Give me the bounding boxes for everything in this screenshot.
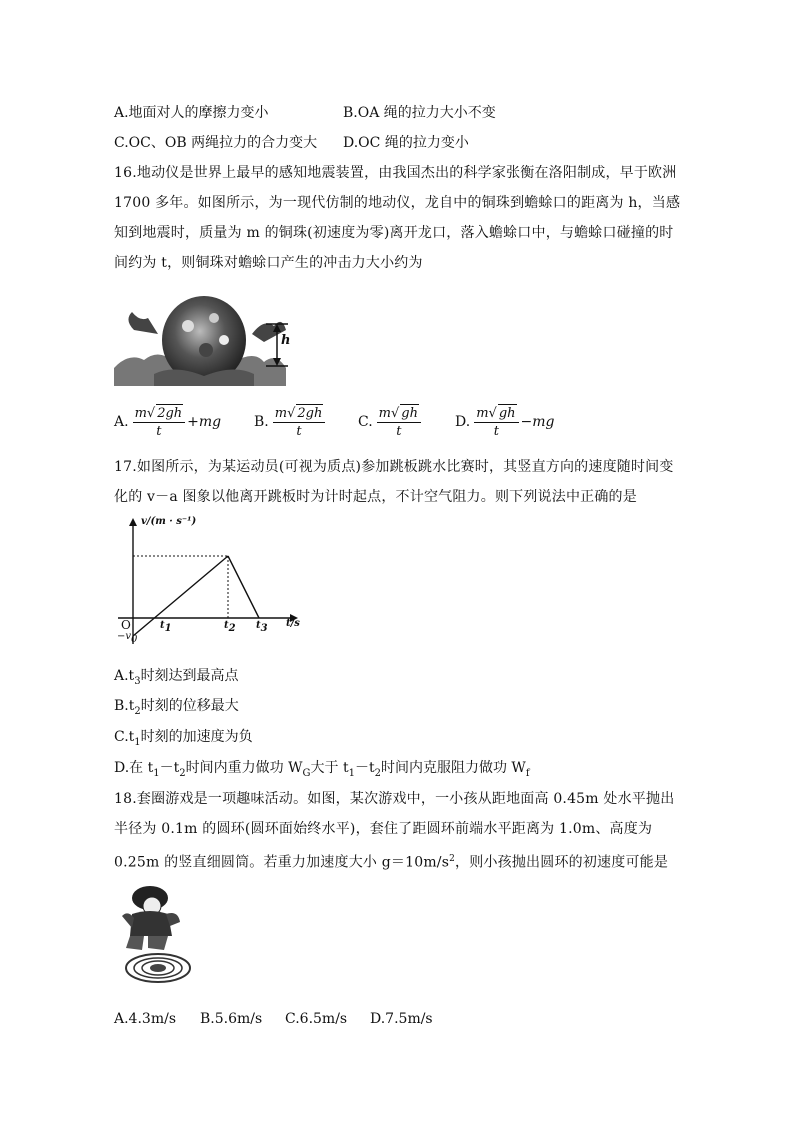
q17-a-pre: A.t — [114, 668, 135, 684]
q16-option-a: A. $\frac{m√ 2gh}{t}$ +mg — [114, 406, 222, 439]
q17-d-s6: f — [525, 767, 530, 779]
q16-c-den: t — [396, 424, 402, 439]
q16-option-d: D. $\frac{m√ gh}{t}$ −mg — [455, 406, 555, 439]
t1-sub: 1 — [164, 623, 172, 634]
q16-option-b: B. $\frac{m√ 2gh}{t}$ — [254, 404, 327, 440]
velocity-line-rising — [133, 556, 228, 636]
height-label-h: h — [281, 333, 291, 348]
q16-a-suffix: +mg — [187, 414, 222, 430]
q17-option-c — [114, 728, 253, 752]
t2-tick-label — [224, 620, 236, 634]
v-axis-label: v/(m · s⁻¹) — [141, 516, 197, 527]
q16-b-radicand: 2gh — [297, 406, 323, 421]
q17-d-m4: －t — [354, 760, 375, 776]
t3-sub: 3 — [260, 623, 268, 634]
q18-option-a: A.4.3m/s — [114, 1011, 177, 1027]
q17-option-a — [114, 667, 239, 691]
t-axis-label: t/s — [286, 618, 300, 629]
q16-a-radicand: 2gh — [157, 406, 183, 421]
origin-label: O — [121, 618, 131, 632]
q16-d-den: t — [493, 424, 499, 439]
q16-b-den: t — [296, 424, 302, 439]
q17-c-pre: C.t — [114, 729, 135, 745]
q18-stem — [114, 784, 684, 878]
vt-graph-svg — [114, 516, 314, 646]
q16-d-suffix: −mg — [520, 414, 555, 430]
t3-text: t — [256, 620, 261, 631]
q17-b-post: 时刻的位移最大 — [140, 698, 239, 714]
q16-d-radicand: gh — [498, 406, 516, 421]
q17-stem: 17.如图所示，为某运动员(可视为质点)参加跳板跳水比赛时，其竖直方向的速度随时间变化的 v－a 图象以他离开跳板时为计时起点，不计空气阻力。则下列说法中正确的是 — [114, 459, 674, 505]
q16-option-a-label: A. — [114, 414, 129, 430]
q17-d-pre: D.在 t — [114, 760, 154, 776]
q16-c-num-m: m — [378, 406, 391, 421]
ring-toss-image — [114, 884, 194, 990]
q18-stem-part1: 18.套圈游戏是一项趣味活动。如图，某次游戏中，一小孩从距地面高 0.45m 处水平抛出半径为 0.1m 的圆环(圆环面始终水平)，套住了距圆环前端水平距离为 1.0m、高度为 0.25m 的竖直细圆筒。若重力加速度大小 g＝10m/s — [114, 791, 675, 871]
q16-option-c-label: C. — [358, 414, 373, 430]
q17-option-b — [114, 697, 239, 721]
q17-d-m2: 时间内重力做功 W — [185, 760, 303, 776]
neg-v0-label — [117, 631, 137, 645]
q18-stem-part2: ，则小孩抛出圆环的初速度可能是 — [455, 854, 669, 871]
neg-v0-text: −v — [117, 631, 132, 642]
q17-c-sub: 1 — [134, 736, 141, 748]
q16-option-c: C. $\frac{m√ gh}{t}$ — [358, 404, 423, 440]
q16-option-d-label: D. — [455, 414, 471, 430]
q17-a-post: 时刻达到最高点 — [140, 668, 239, 684]
q16-c-radicand: gh — [401, 406, 418, 421]
q16-b-num-m: m — [274, 406, 288, 421]
q16-d-num-m: m — [476, 406, 489, 421]
t2-text: t — [224, 620, 229, 631]
q16-a-den: t — [156, 424, 162, 439]
t3-tick-label — [256, 620, 268, 634]
q15-option-d: D.OC 绳的拉力变小 — [343, 135, 469, 151]
q17-d-s5: 2 — [374, 767, 381, 779]
t2-sub: 2 — [228, 623, 236, 634]
neg-v0-sub: 0 — [131, 634, 138, 645]
q17-d-m5: 时间内克服阻力做功 W — [380, 760, 526, 776]
q17-d-s4: 1 — [348, 767, 355, 779]
q17-c-post: 时刻的加速度为负 — [140, 729, 253, 745]
q17-b-sub: 2 — [134, 705, 141, 717]
q17-b-pre: B.t — [114, 698, 135, 714]
q16-option-b-label: B. — [254, 414, 269, 430]
velocity-line-falling — [228, 556, 259, 618]
q17-d-s2: 2 — [179, 767, 186, 779]
q17-d-m3: 大于 t — [310, 760, 349, 776]
q18-option-c: C.6.5m/s — [285, 1011, 348, 1027]
t1-text: t — [160, 620, 165, 631]
q16-a-num-m: m — [134, 406, 147, 421]
t1-tick-label — [160, 620, 172, 634]
q17-a-sub: 3 — [134, 675, 141, 687]
q16-stem: 16.地动仪是世界上最早的感知地震装置，由我国杰出的科学家张衡在洛阳制成，早于欧洲 1700 多年。如图所示，为一现代仿制的地动仪，龙自中的铜珠到蟾蜍口的距离为 h，当感知到地震时，质量为 m 的铜珠(初速度为零)离开龙口，落入蟾蜍口中，与蟾蜍口碰撞的时间约为 t，则铜珠对蟾蜍口产生的冲击力大小约为 — [114, 165, 681, 271]
q18-option-d: D.7.5m/s — [370, 1011, 433, 1027]
v-axis-arrow — [129, 518, 137, 526]
q17-option-d — [114, 759, 530, 783]
q17-d-m1: －t — [159, 760, 180, 776]
seismograph-figure — [114, 290, 304, 386]
vt-graph — [114, 516, 314, 646]
q17-d-s3: G — [302, 767, 311, 779]
q15-option-b: B.OA 绳的拉力大小不变 — [343, 105, 496, 121]
q15-option-a: A.地面对人的摩擦力变小 — [114, 105, 269, 121]
ring-toss-figure — [114, 884, 194, 990]
q17-d-s1: 1 — [153, 767, 160, 779]
q18-option-b: B.5.6m/s — [200, 1011, 263, 1027]
seismograph-image — [114, 290, 304, 386]
q18-stem-sup: 2 — [449, 854, 456, 864]
q15-option-c: C.OC、OB 两绳拉力的合力变大 — [114, 135, 318, 151]
